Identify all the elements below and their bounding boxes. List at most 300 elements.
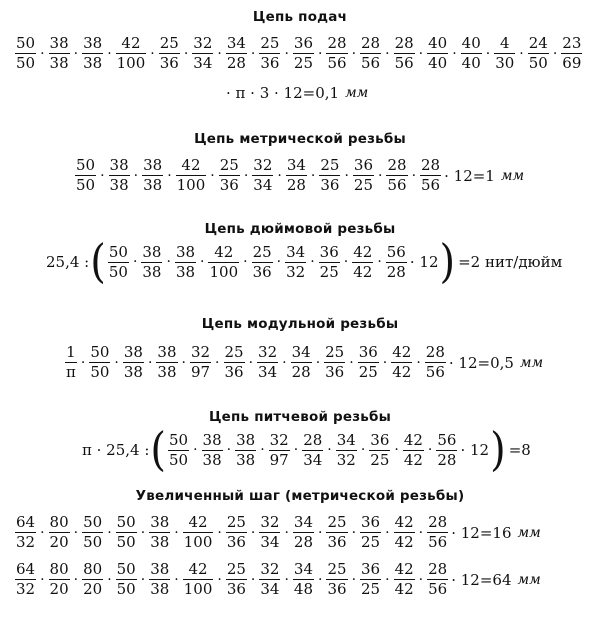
- fraction-numerator: 50: [76, 156, 96, 174]
- fraction-numerator: 25: [224, 343, 244, 361]
- fraction-denominator: 38: [49, 54, 69, 72]
- multiply-dot: ·: [210, 167, 215, 184]
- formula-inner-tail: · 12: [460, 441, 490, 459]
- multiply-dot: ·: [248, 354, 254, 371]
- fraction-denominator: 50: [76, 176, 96, 194]
- fraction-numerator: 36: [293, 34, 314, 52]
- multiply-dot: ·: [360, 442, 366, 458]
- fraction-numerator: 34: [286, 242, 306, 261]
- fraction-denominator: 36: [226, 580, 246, 598]
- multiply-dot: ·: [282, 354, 287, 371]
- gear-ratio-fraction: [252, 242, 273, 281]
- fraction-numerator: 42: [121, 34, 141, 52]
- gear-ratio-fraction: [149, 562, 170, 597]
- multiply-dot: ·: [140, 571, 146, 588]
- gear-ratio-fraction: [202, 430, 223, 469]
- fraction-denominator: 34: [303, 450, 323, 469]
- gear-ratio-fraction: [175, 242, 196, 281]
- formula-result: · 12=64: [451, 570, 512, 589]
- section-title-metric: Цепь метрической резьбы: [194, 131, 406, 147]
- multiply-dot: ·: [519, 45, 524, 62]
- gear-ratio-fraction: [326, 515, 347, 550]
- gear-ratio-fraction: [293, 36, 314, 71]
- multiply-dot: ·: [418, 45, 424, 62]
- multiply-dot: ·: [183, 45, 189, 62]
- fraction-numerator: 64: [16, 560, 36, 578]
- fraction-numerator: 38: [123, 343, 143, 361]
- multiply-dot: ·: [73, 524, 79, 541]
- fraction-numerator: 40: [428, 34, 448, 52]
- gear-ratio-fraction: [49, 515, 70, 550]
- gear-ratio-fraction: [208, 242, 239, 281]
- gear-ratio-fraction: [302, 430, 323, 469]
- fraction-denominator: 38: [150, 533, 170, 551]
- section-title-module: Цепь модульной резьбы: [201, 316, 399, 332]
- multiply-dot: ·: [411, 167, 417, 184]
- section-title-pitch: Цепь питчевой резьбы: [208, 409, 392, 425]
- gear-ratio-fraction: [49, 562, 70, 597]
- fraction-denominator: 28: [437, 450, 457, 469]
- fraction-numerator: 56: [386, 242, 406, 261]
- fraction-denominator: π: [66, 363, 76, 381]
- fraction-numerator: 36: [353, 156, 374, 174]
- gear-ratio-fraction: [235, 430, 256, 469]
- multiply-dot: ·: [193, 442, 198, 458]
- gear-ratio-fraction: [15, 515, 36, 550]
- fraction-denominator: 97: [269, 450, 289, 469]
- fraction-numerator: 25: [320, 156, 340, 174]
- fraction-denominator: 42: [394, 580, 414, 598]
- fraction-denominator: 25: [361, 580, 381, 598]
- fraction-numerator: 38: [109, 156, 129, 174]
- fraction-numerator: 42: [214, 242, 234, 261]
- gear-ratio-fraction: [369, 430, 390, 469]
- gear-ratio-fraction: [293, 562, 314, 597]
- fraction-numerator: 34: [286, 156, 306, 174]
- multiply-dot: ·: [150, 45, 155, 62]
- fraction-numerator: 36: [358, 343, 378, 361]
- formula-result: · 12=16: [451, 523, 512, 542]
- multiply-dot: ·: [318, 524, 323, 541]
- fraction-denominator: 32: [16, 580, 36, 598]
- gear-ratio-fraction: [326, 562, 347, 597]
- gear-ratio-fraction: [461, 36, 482, 71]
- formula-result: =2 нит/дюйм: [458, 253, 563, 271]
- multiply-dot: ·: [107, 571, 112, 588]
- fraction-denominator: 100: [209, 262, 239, 281]
- gear-ratio-fraction: [394, 515, 415, 550]
- fraction-denominator: 28: [291, 363, 311, 381]
- multiply-dot: ·: [310, 167, 316, 184]
- fraction-denominator: 50: [83, 533, 103, 551]
- gear-ratio-fraction: [226, 562, 247, 597]
- fraction-numerator: 23: [562, 34, 582, 52]
- multiply-dot: ·: [40, 45, 45, 62]
- fraction-denominator: 100: [116, 54, 146, 72]
- fraction-numerator: 28: [421, 156, 441, 174]
- fraction-denominator: 56: [428, 533, 448, 551]
- gear-ratio-fraction: [257, 345, 278, 380]
- formula-inch: [44, 235, 563, 289]
- multiply-dot: ·: [243, 167, 249, 184]
- fraction-denominator: 20: [49, 533, 69, 551]
- gear-ratio-fraction: [269, 430, 290, 469]
- fraction-numerator: 28: [428, 560, 448, 578]
- gear-ratio-fraction: [360, 562, 381, 597]
- fraction-denominator: 38: [236, 450, 256, 469]
- multiply-dot: ·: [452, 45, 457, 62]
- fraction-denominator: 32: [286, 262, 306, 281]
- multiply-dot: ·: [378, 167, 383, 184]
- multiply-dot: ·: [40, 571, 45, 588]
- fraction-numerator: 28: [327, 34, 347, 52]
- gear-ratio-fraction: [75, 158, 96, 193]
- formula-increased-pitch-line-1: [14, 515, 541, 550]
- multiply-dot: ·: [485, 45, 491, 62]
- fraction-numerator: 32: [190, 343, 211, 361]
- fraction-denominator: 50: [169, 450, 189, 469]
- fraction-numerator: 50: [169, 430, 189, 449]
- multiply-dot: ·: [226, 442, 232, 458]
- fraction-numerator: 32: [193, 34, 213, 52]
- gear-ratio-fraction: [82, 36, 103, 71]
- gear-ratio-fraction: [358, 345, 379, 380]
- multiply-dot: ·: [114, 354, 119, 371]
- fraction-denominator: 36: [252, 262, 272, 281]
- fraction-denominator: 28: [286, 176, 306, 194]
- fraction-numerator: 42: [394, 560, 414, 578]
- multiply-dot: ·: [243, 254, 248, 270]
- gear-ratio-fraction: [226, 515, 247, 550]
- gear-ratio-fraction: [65, 345, 77, 380]
- gear-ratio-fraction: [353, 158, 374, 193]
- gear-ratio-fraction: [293, 515, 314, 550]
- fraction-numerator: 25: [226, 513, 246, 531]
- fraction-denominator: 56: [394, 54, 414, 72]
- fraction-denominator: 28: [386, 262, 406, 281]
- fraction-numerator: 50: [116, 560, 136, 578]
- fraction-numerator: 40: [461, 34, 481, 52]
- gear-ratio-fraction: [116, 515, 137, 550]
- multiply-dot: ·: [73, 571, 79, 588]
- gear-ratio-fraction: [319, 158, 340, 193]
- gear-ratio-fraction: [386, 158, 407, 193]
- fraction-denominator: 36: [159, 54, 179, 72]
- fraction-denominator: 38: [123, 363, 143, 381]
- fraction-numerator: 34: [293, 560, 314, 578]
- fraction-denominator: 36: [226, 533, 246, 551]
- close-paren: ): [490, 423, 506, 477]
- gear-ratio-fraction: [394, 562, 415, 597]
- fraction-numerator: 42: [394, 513, 414, 531]
- gear-ratio-fraction: [326, 36, 347, 71]
- multiply-dot: ·: [318, 571, 323, 588]
- gear-ratio-fraction: [425, 345, 446, 380]
- fraction-numerator: 50: [116, 513, 136, 531]
- formula-increased-pitch-line-2: [14, 562, 541, 597]
- fraction-numerator: 36: [361, 560, 381, 578]
- gear-ratio-fraction: [226, 36, 247, 71]
- multiply-dot: ·: [260, 442, 265, 458]
- multiply-dot: ·: [385, 45, 390, 62]
- multiply-dot: ·: [284, 571, 289, 588]
- open-paren: (: [150, 423, 166, 477]
- fraction-numerator: 25: [159, 34, 179, 52]
- fraction-denominator: 40: [461, 54, 481, 72]
- fraction-denominator: 42: [403, 450, 423, 469]
- multiply-dot: ·: [349, 354, 354, 371]
- multiply-dot: ·: [327, 442, 332, 458]
- fraction-numerator: 28: [425, 343, 445, 361]
- fraction-denominator: 100: [183, 580, 213, 598]
- fraction-numerator: 32: [253, 156, 273, 174]
- multiply-dot: ·: [343, 254, 349, 270]
- fraction-numerator: 80: [49, 513, 69, 531]
- gear-ratio-fraction: [183, 562, 214, 597]
- gear-ratio-fraction: [336, 430, 357, 469]
- fraction-denominator: 50: [108, 262, 128, 281]
- fraction-denominator: 69: [562, 54, 582, 72]
- multiply-dot: ·: [215, 354, 220, 371]
- gear-ratio-fraction: [116, 36, 147, 71]
- formula-unit: мм: [519, 354, 544, 371]
- fraction-denominator: 48: [293, 580, 314, 598]
- fraction-numerator: 42: [188, 513, 208, 531]
- gear-ratio-fraction: [528, 36, 549, 71]
- fraction-numerator: 80: [83, 560, 103, 578]
- fraction-denominator: 32: [16, 533, 36, 551]
- gear-ratio-fraction: [15, 562, 36, 597]
- fraction-denominator: 34: [260, 533, 280, 551]
- fraction-numerator: 25: [219, 156, 239, 174]
- gear-ratio-fraction: [427, 562, 448, 597]
- fraction-numerator: 32: [260, 560, 280, 578]
- multiply-dot: ·: [351, 524, 357, 541]
- formula-feed-line-1: [14, 36, 583, 71]
- fraction-denominator: 42: [392, 363, 412, 381]
- fraction-denominator: 30: [495, 54, 515, 72]
- gear-ratio-fraction: [183, 515, 214, 550]
- fraction-denominator: 38: [83, 54, 103, 72]
- gear-ratio-fraction: [15, 36, 36, 71]
- fraction-numerator: 1: [66, 343, 76, 361]
- fraction-denominator: 100: [183, 533, 213, 551]
- gear-ratio-fraction: [286, 158, 307, 193]
- fraction-denominator: 56: [421, 176, 441, 194]
- gear-ratio-fraction: [494, 36, 515, 71]
- gear-ratio-fraction: [427, 36, 448, 71]
- formula-result: · π · 3 · 12=0,1: [226, 84, 340, 102]
- gear-ratio-fraction: [116, 562, 137, 597]
- gear-ratio-fraction: [427, 515, 448, 550]
- multiply-dot: ·: [351, 571, 357, 588]
- fraction-numerator: 38: [150, 560, 170, 578]
- fraction-denominator: 50: [116, 533, 136, 551]
- fraction-denominator: 25: [370, 450, 390, 469]
- gear-ratio-fraction: [391, 345, 412, 380]
- fraction-denominator: 34: [193, 54, 213, 72]
- multiply-dot: ·: [217, 524, 222, 541]
- fraction-denominator: 38: [202, 450, 222, 469]
- multiply-dot: ·: [133, 167, 139, 184]
- fraction-denominator: 56: [387, 176, 407, 194]
- fraction-numerator: 38: [175, 242, 196, 261]
- fraction-denominator: 50: [16, 54, 36, 72]
- fraction-numerator: 4: [499, 34, 510, 52]
- multiply-dot: ·: [174, 571, 179, 588]
- fraction-denominator: 36: [327, 533, 347, 551]
- gear-ratio-fraction: [403, 430, 424, 469]
- multiply-dot: ·: [284, 524, 289, 541]
- fraction-numerator: 25: [252, 242, 272, 261]
- multiply-dot: ·: [377, 254, 382, 270]
- multiply-dot: ·: [167, 167, 172, 184]
- multiply-dot: ·: [344, 167, 349, 184]
- multiply-dot: ·: [418, 571, 424, 588]
- fraction-numerator: 38: [150, 513, 170, 531]
- fraction-numerator: 42: [392, 343, 412, 361]
- fraction-denominator: 38: [142, 262, 162, 281]
- fraction-numerator: 38: [202, 430, 222, 449]
- fraction-numerator: 34: [226, 34, 246, 52]
- fraction-numerator: 36: [361, 513, 381, 531]
- fraction-numerator: 36: [370, 430, 390, 449]
- multiply-dot: ·: [284, 45, 289, 62]
- fraction-denominator: 100: [176, 176, 206, 194]
- fraction-numerator: 32: [269, 430, 289, 449]
- multiply-dot: ·: [250, 524, 256, 541]
- gear-ratio-fraction: [436, 430, 457, 469]
- gear-ratio-fraction: [386, 242, 407, 281]
- fraction-denominator: 36: [219, 176, 239, 194]
- gear-ratio-fraction: [109, 158, 130, 193]
- gear-ratio-fraction: [259, 515, 280, 550]
- fraction-denominator: 36: [325, 363, 345, 381]
- fraction-denominator: 56: [428, 580, 448, 598]
- fraction-denominator: 38: [175, 262, 196, 281]
- multiply-dot: ·: [181, 354, 186, 371]
- fraction-numerator: 80: [49, 560, 69, 578]
- multiply-dot: ·: [310, 254, 315, 270]
- fraction-denominator: 34: [253, 176, 273, 194]
- gear-ratio-fraction: [352, 242, 373, 281]
- fraction-numerator: 38: [157, 343, 177, 361]
- fraction-numerator: 25: [226, 560, 246, 578]
- gear-ratio-fraction: [123, 345, 144, 380]
- multiply-dot: ·: [385, 524, 390, 541]
- fraction-denominator: 38: [157, 363, 177, 381]
- section-title-inch: Цепь дюймовой резьбы: [204, 221, 396, 237]
- fraction-denominator: 36: [224, 363, 244, 381]
- fraction-numerator: 42: [403, 430, 423, 449]
- gear-ratio-fraction: [252, 158, 273, 193]
- fraction-denominator: 56: [327, 54, 347, 72]
- fraction-denominator: 38: [150, 580, 170, 598]
- fraction-denominator: 25: [358, 363, 378, 381]
- formula-unit: мм: [345, 85, 369, 101]
- formula-prefix: π · 25,4 :: [82, 441, 150, 459]
- multiply-dot: ·: [107, 45, 112, 62]
- fraction-numerator: 38: [143, 156, 163, 174]
- gear-ratio-fraction: [168, 430, 189, 469]
- fraction-numerator: 24: [528, 34, 548, 52]
- multiply-dot: ·: [394, 442, 399, 458]
- multiply-dot: ·: [40, 524, 45, 541]
- multiply-dot: ·: [132, 254, 138, 270]
- gear-ratio-fraction: [394, 36, 415, 71]
- fraction-denominator: 42: [394, 533, 414, 551]
- gear-ratio-fraction: [176, 158, 207, 193]
- multiply-dot: ·: [73, 45, 79, 62]
- multiply-dot: ·: [351, 45, 357, 62]
- fraction-denominator: 40: [428, 54, 448, 72]
- fraction-numerator: 38: [49, 34, 69, 52]
- fraction-denominator: 25: [361, 533, 381, 551]
- gear-ratio-fraction: [360, 515, 381, 550]
- multiply-dot: ·: [385, 571, 390, 588]
- multiply-dot: ·: [100, 167, 105, 184]
- formula-prefix: 25,4 :: [46, 253, 90, 271]
- fraction-denominator: 38: [109, 176, 129, 194]
- gear-ratio-fraction: [192, 36, 213, 71]
- formula-pitch: [80, 423, 531, 477]
- fraction-numerator: 32: [258, 343, 278, 361]
- gear-ratio-fraction: [420, 158, 441, 193]
- fraction-denominator: 34: [258, 363, 278, 381]
- fraction-denominator: 97: [190, 363, 211, 381]
- fraction-denominator: 25: [293, 54, 314, 72]
- gear-ratio-fraction: [190, 345, 211, 380]
- formula-unit: мм: [517, 524, 541, 541]
- multiply-dot: ·: [80, 354, 86, 371]
- section-title-feed: Цепь подач: [252, 9, 348, 25]
- gear-ratio-fraction: [82, 562, 103, 597]
- multiply-dot: ·: [552, 45, 558, 62]
- multiply-dot: ·: [200, 254, 205, 270]
- multiply-dot: ·: [217, 45, 222, 62]
- fraction-denominator: 36: [260, 54, 280, 72]
- fraction-denominator: 28: [293, 533, 314, 551]
- fraction-denominator: 38: [143, 176, 163, 194]
- fraction-denominator: 25: [319, 262, 339, 281]
- fraction-numerator: 25: [327, 560, 347, 578]
- fraction-numerator: 28: [303, 430, 323, 449]
- formula-unit: мм: [517, 571, 541, 588]
- multiply-dot: ·: [250, 45, 256, 62]
- fraction-denominator: 36: [327, 580, 347, 598]
- fraction-numerator: 42: [188, 560, 208, 578]
- fraction-numerator: 28: [394, 34, 414, 52]
- fraction-numerator: 28: [428, 513, 448, 531]
- fraction-numerator: 38: [142, 242, 162, 261]
- gear-ratio-fraction: [259, 562, 280, 597]
- formula-result: =8: [508, 441, 531, 459]
- gear-ratio-fraction: [324, 345, 345, 380]
- multiply-dot: ·: [217, 571, 222, 588]
- multiply-dot: ·: [107, 524, 112, 541]
- gear-ratio-fraction: [319, 242, 340, 281]
- formula-feed-line-2: [224, 84, 368, 102]
- fraction-denominator: 56: [361, 54, 381, 72]
- multiply-dot: ·: [276, 254, 282, 270]
- gear-ratio-fraction: [82, 515, 103, 550]
- gear-ratio-fraction: [259, 36, 280, 71]
- fraction-numerator: 42: [353, 242, 373, 261]
- fraction-numerator: 56: [437, 430, 457, 449]
- fraction-numerator: 25: [327, 513, 347, 531]
- fraction-numerator: 28: [387, 156, 407, 174]
- fraction-denominator: 34: [260, 580, 280, 598]
